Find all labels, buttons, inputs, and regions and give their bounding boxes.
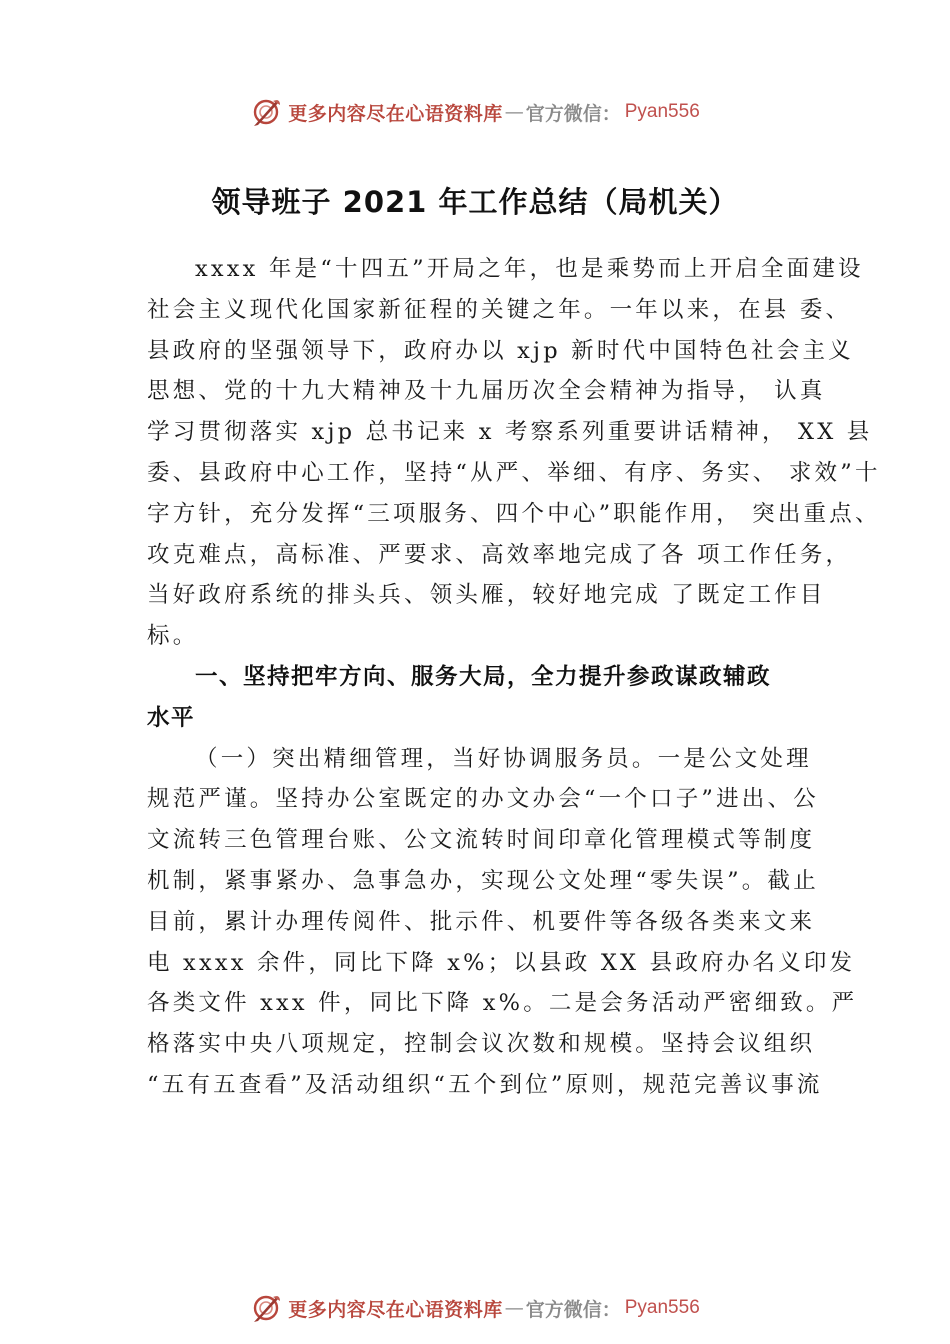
document-body xyxy=(147,249,881,1106)
body-line: 学习贯彻落实 xjp 总书记来 x 考察系列重要讲话精神， XX 县 xyxy=(147,419,873,446)
watermark-wechat-id: Pyan556 xyxy=(624,1297,700,1318)
watermark-wechat-label: 官方微信： xyxy=(525,102,621,125)
body-line: 社会主义现代化国家新征程的关键之年。一年以来，在县 委、 xyxy=(147,296,852,323)
body-line: 委、县政府中心工作，坚持“从严、举细、有序、务实、 求效”十 xyxy=(147,459,881,486)
quill-logo-icon xyxy=(250,96,282,128)
document-title: 领导班子 2021 年工作总结（局机关） xyxy=(211,185,739,219)
watermark-wechat-label: 官方微信： xyxy=(525,1298,621,1321)
watermark-wechat-id: Pyan556 xyxy=(624,101,700,122)
watermark-separator: — xyxy=(504,101,524,123)
body-line: “五有五查看”及活动组织“五个到位”原则，规范完善议事流 xyxy=(147,1071,823,1098)
body-line: 规范严谨。坚持办公室既定的办文办会“一个口子”进出、公 xyxy=(147,786,819,813)
body-line: 字方针，充分发挥“三项服务、四个中心”职能作用， 突出重点、 xyxy=(147,500,881,527)
body-line: 当好政府系统的排头兵、领头雁，较好地完成 了既定工作目 xyxy=(147,582,826,609)
body-line: 县政府的坚强领导下，政府办以 xjp 新时代中国特色社会主义 xyxy=(147,337,854,364)
body-line: 文流转三色管理台账、公文流转时间印章化管理模式等制度 xyxy=(147,827,816,854)
body-line: 攻克难点，高标准、严要求、高效率地完成了各 项工作任务， xyxy=(147,541,852,568)
watermark-promo-text: 更多内容尽在心语资料库 xyxy=(288,102,503,125)
body-line: 标。 xyxy=(147,623,199,650)
body-line: （一）突出精细管理，当好协调服务员。一是公文处理 xyxy=(195,745,812,772)
section-heading: 一、坚持把牢方向、服务大局，全力提升参政谋政辅政 xyxy=(195,663,772,690)
body-line: 各类文件 xxx 件，同比下降 x%。二是会务活动严密细致。严 xyxy=(147,990,858,1017)
body-line: 目前，累计办理传阅件、批示件、机要件等各级各类来文来 xyxy=(147,908,816,935)
body-line: 格落实中央八项规定，控制会议次数和规模。坚持会议组织 xyxy=(147,1031,816,1058)
watermark-banner-bottom xyxy=(0,1288,950,1328)
section-heading-continued: 水平 xyxy=(147,704,196,731)
watermark-separator: — xyxy=(504,1297,524,1319)
watermark-banner-top xyxy=(0,92,950,132)
body-line: xxxx 年是“十四五”开局之年，也是乘势而上开启全面建设 xyxy=(195,256,864,282)
watermark-promo-text: 更多内容尽在心语资料库 xyxy=(288,1298,503,1321)
body-line: 思想、党的十九大精神及十九届历次全会精神为指导， 认真 xyxy=(147,378,826,405)
body-line: 电 xxxx 余件，同比下降 x%；以县政 XX 县政府办名义印发 xyxy=(147,949,856,976)
body-line: 机制，紧事紧办、急事急办，实现公文处理“零失误”。截止 xyxy=(147,867,819,894)
quill-logo-icon xyxy=(250,1292,282,1324)
